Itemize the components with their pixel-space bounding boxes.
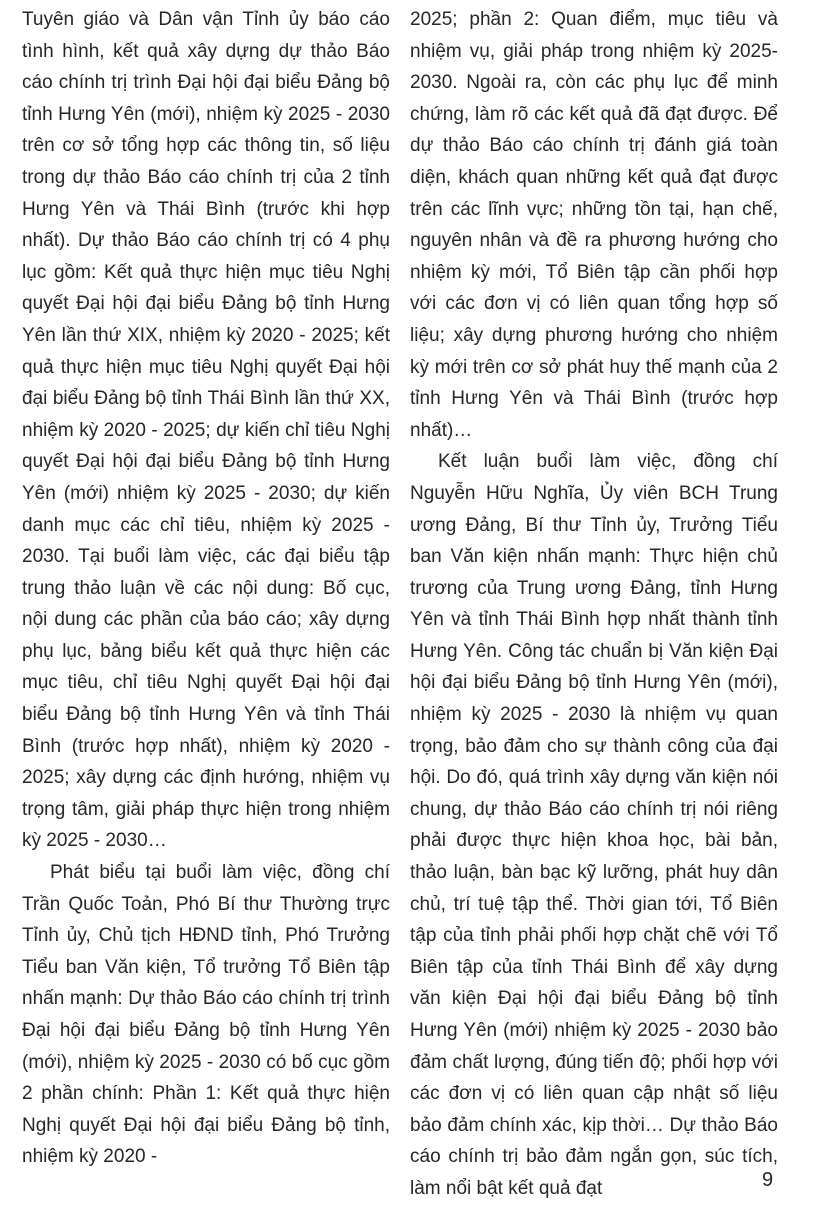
paragraph: Phát biểu tại buổi làm việc, đồng chí Trần Quốc Toản, Phó Bí thư Thường trực Tỉnh ủy, Chủ tịch HĐND tỉnh, Phó Trưởng Tiểu ban Văn kiện, Tổ trưởng Tổ Biên tập nhấn mạnh: Dự thảo Báo cáo chính trị trình Đại hội đại biểu Đảng bộ tỉnh Hưng Yên (mới), nhiệm kỳ 2025 - 2030 có bố cục gồm 2 phần chính: Phần 1: Kết quả thực hiện Nghị quyết Đại hội đại biểu Đảng bộ tỉnh, nhiệm kỳ 2020 - [22, 862, 390, 1168]
right-text-column [410, 4, 778, 1205]
left-text-column [22, 4, 390, 1173]
paragraph: 2025; phần 2: Quan điểm, mục tiêu và nhiệm vụ, giải pháp trong nhiệm kỳ 2025-2030. Ngoài ra, còn các phụ lục để minh chứng, làm rõ các kết quả đã đạt được. Để dự thảo Báo cáo chính trị đánh giá toàn diện, khách quan những kết quả đạt được trên các lĩnh vực; những tồn tại, hạn chế, nguyên nhân và đề ra phương hướng cho nhiệm kỳ mới, Tổ Biên tập cần phối hợp với các đơn vị có liên quan tổng hợp số liệu; xây dựng phương hướng cho nhiệm kỳ mới trên cơ sở phát huy thế mạnh của 2 tỉnh Hưng Yên và Thái Bình (trước hợp nhất)… [410, 9, 778, 441]
paragraph: Tuyên giáo và Dân vận Tỉnh ủy báo cáo tình hình, kết quả xây dựng dự thảo Báo cáo chính trị trình Đại hội đại biểu Đảng bộ tỉnh Hưng Yên (mới), nhiệm kỳ 2025 - 2030 trên cơ sở tổng hợp các thông tin, số liệu trong dự thảo Báo cáo chính trị của 2 tỉnh Hưng Yên và Thái Bình (trước khi hợp nhất). Dự thảo Báo cáo chính trị có 4 phụ lục gồm: Kết quả thực hiện mục tiêu Nghị quyết Đại hội đại biểu Đảng bộ tỉnh Hưng Yên lần thứ XIX, nhiệm kỳ 2020 - 2025; kết quả thực hiện mục tiêu Nghị quyết Đại hội đại biểu Đảng bộ tỉnh Thái Bình lần thứ XX, nhiệm kỳ 2020 - 2025; dự kiến chỉ tiêu Nghị quyết Đại hội đại biểu Đảng bộ tỉnh Hưng Yên (mới) nhiệm kỳ 2025 - 2030; dự kiến danh mục các chỉ tiêu, nhiệm kỳ 2025 - 2030. Tại buổi làm việc, các đại biểu tập trung thảo luận về các nội dung: Bố cục, nội dung các phần của báo cáo; xây dựng phụ lục, bảng biểu kết quả thực hiện các mục tiêu, chỉ tiêu Nghị quyết Đại hội đại biểu Đảng bộ tỉnh Hưng Yên và tỉnh Thái Bình (trước hợp nhất), nhiệm kỳ 2020 - 2025; xây dựng các định hướng, nhiệm vụ trọng tâm, giải pháp thực hiện trong nhiệm kỳ 2025 - 2030… [22, 9, 390, 852]
paragraph: Kết luận buổi làm việc, đồng chí Nguyễn Hữu Nghĩa, Ủy viên BCH Trung ương Đảng, Bí thư Tỉnh ủy, Trưởng Tiểu ban Văn kiện nhấn mạnh: Thực hiện chủ trương của Trung ương Đảng, tỉnh Hưng Yên và tỉnh Thái Bình hợp nhất thành tỉnh Hưng Yên. Công tác chuẩn bị Văn kiện Đại hội đại biểu Đảng bộ tỉnh Hưng Yên (mới), nhiệm kỳ 2025 - 2030 là nhiệm vụ quan trọng, bảo đảm cho sự thành công của đại hội. Do đó, quá trình xây dựng văn kiện nói chung, dự thảo Báo cáo chính trị nói riêng phải được thực hiện khoa học, bài bản, thảo luận, bàn bạc kỹ lưỡng, phát huy dân chủ, trí tuệ tập thể. Thời gian tới, Tổ Biên tập của tỉnh phải phối hợp chặt chẽ với Tổ Biên tập của tỉnh Thái Bình để xây dựng văn kiện Đại hội đại biểu Đảng bộ tỉnh Hưng Yên (mới) nhiệm kỳ 2025 - 2030 bảo đảm chất lượng, đúng tiến độ; phối hợp với các đơn vị có liên quan cập nhật số liệu bảo đảm chính xác, kịp thời… Dự thảo Báo cáo chính trị bảo đảm ngắn gọn, súc tích, làm nổi bật kết quả đạt [410, 451, 778, 1199]
page-number: 9 [762, 1169, 774, 1191]
